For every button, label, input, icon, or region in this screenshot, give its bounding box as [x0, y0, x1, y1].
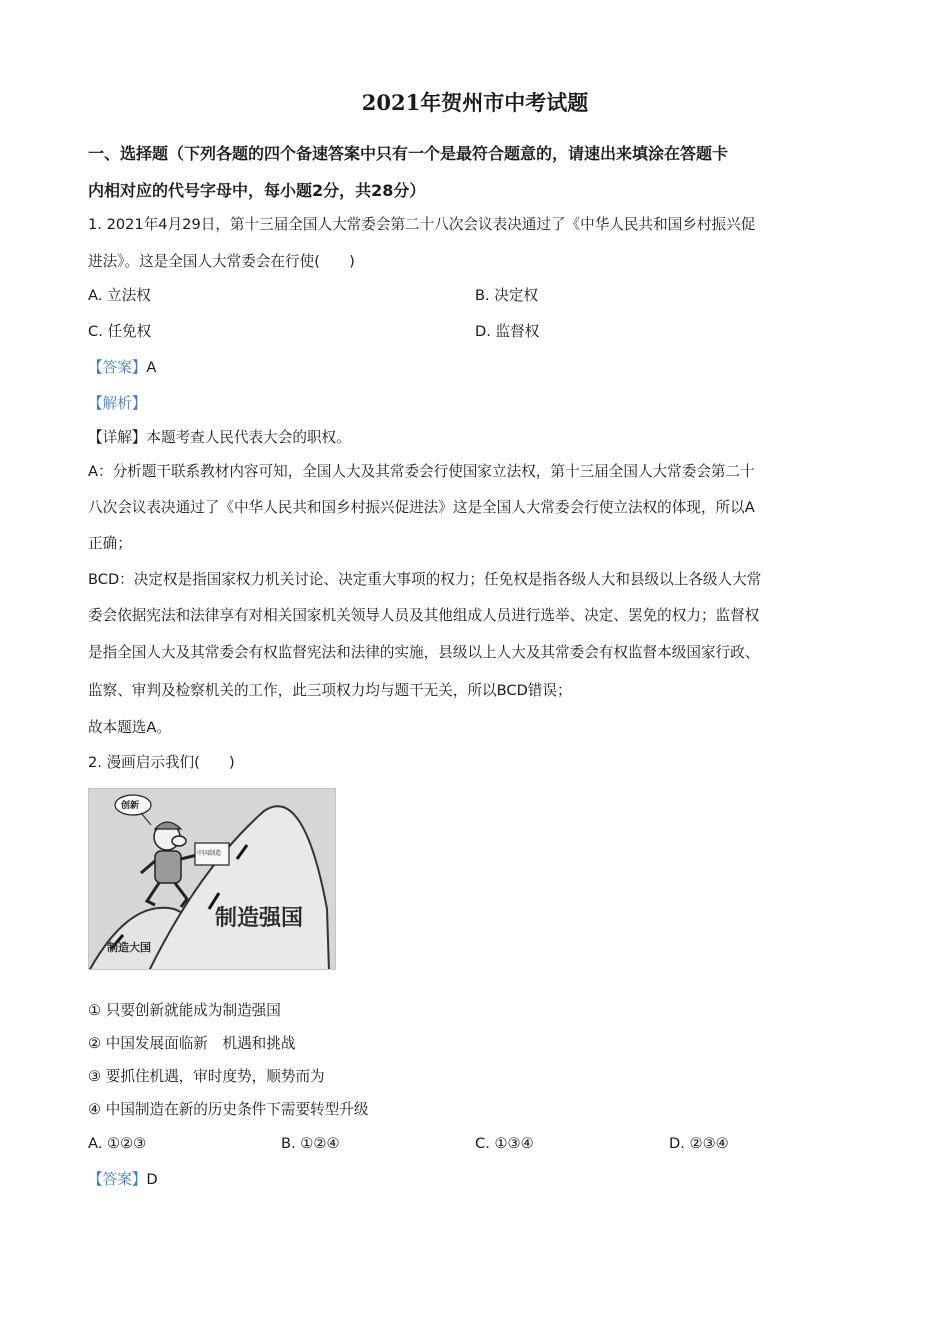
q1-a-explanation-line-3: 正确；	[88, 535, 132, 552]
sign-text: 中国制造	[197, 850, 222, 857]
q1-answer-label: 【答案】	[88, 359, 147, 376]
q2-statement-1: ① 只要创新就能成为制造强国	[88, 1002, 281, 1019]
section-heading-line-1: 一、选择题（下列各题的四个备速答案中只有一个是最符合题意的，请速出来填涂在答题卡	[88, 144, 729, 163]
q2-option-a: A. ①②③	[88, 1135, 147, 1152]
q1-option-a: A. 立法权	[88, 287, 151, 304]
q2-statement-4: ④ 中国制造在新的历史条件下需要转型升级	[88, 1101, 369, 1118]
big-label-text: 制造强国	[215, 906, 304, 931]
bubble-text: 创新	[121, 801, 140, 811]
q1-a-explanation-line-1: A：分析题干联系教材内容可知，全国人大及其常委会行使国家立法权，第十三届全国人大常委会第二十	[88, 463, 755, 480]
section-heading-line-2: 内相对应的代号字母中，每小题2分，共28分）	[88, 181, 426, 200]
cartoon-image	[88, 788, 336, 970]
q2-answer-label: 【答案】	[88, 1171, 147, 1188]
q1-bcd-explanation-line-1: BCD：决定权是指国家权力机关讨论、决定重大事项的权力；任免权是指各级人大和县级以上各级人大常	[88, 571, 762, 588]
q2-answer-value: D	[146, 1171, 158, 1188]
q2-option-c: C. ①③④	[475, 1135, 534, 1152]
q2-statement-2: ② 中国发展面临新 机遇和挑战	[88, 1035, 296, 1052]
q2-statement-3: ③ 要抓住机遇，审时度势，顺势而为	[88, 1068, 325, 1085]
q1-conclusion: 故本题选A。	[88, 719, 171, 736]
page-title: 2021年贺州市中考试题	[361, 90, 589, 115]
q1-bcd-explanation-line-4: 监察、审判及检察机关的工作，此三项权力均与题干无关，所以BCD错误；	[88, 682, 572, 699]
q1-a-explanation-line-2: 八次会议表决通过了《中华人民共和国乡村振兴促进法》这是全国人大常委会行使立法权的体现，所以A	[88, 499, 755, 516]
q2-option-b: B. ①②④	[281, 1135, 340, 1152]
q1-option-c: C. 任免权	[88, 323, 152, 340]
q2-stem: 2. 漫画启示我们( )	[88, 754, 235, 771]
q1-answer	[88, 358, 156, 378]
q2-option-d: D. ②③④	[669, 1135, 729, 1152]
q1-detail-line: 【详解】本题考查人民代表大会的职权。	[88, 429, 351, 446]
q1-option-d: D. 监督权	[475, 323, 540, 340]
q1-option-b: B. 决定权	[475, 287, 539, 304]
small-label-text: 制造大国	[107, 941, 151, 954]
q1-bcd-explanation-line-3: 是指全国人大及其常委会有权监督宪法和法律的实施，县级以上人大及其常委会有权监督本级国家行政、	[88, 644, 760, 661]
q1-stem-line-1: 1. 2021年4月29日，第十三届全国人大常委会第二十八次会议表决通过了《中华人民共和国乡村振兴促	[88, 216, 756, 233]
q1-bcd-explanation-line-2: 委会依据宪法和法律享有对相关国家机关领导人员及其他组成人员进行选举、决定、罢免的权力；监督权	[88, 607, 760, 624]
q1-answer-value: A	[146, 359, 157, 376]
q1-stem-line-2: 进法》。这是全国人大常委会在行使( )	[88, 253, 355, 270]
q1-analysis-label: 【解析】	[88, 395, 147, 412]
q2-answer	[88, 1170, 158, 1190]
